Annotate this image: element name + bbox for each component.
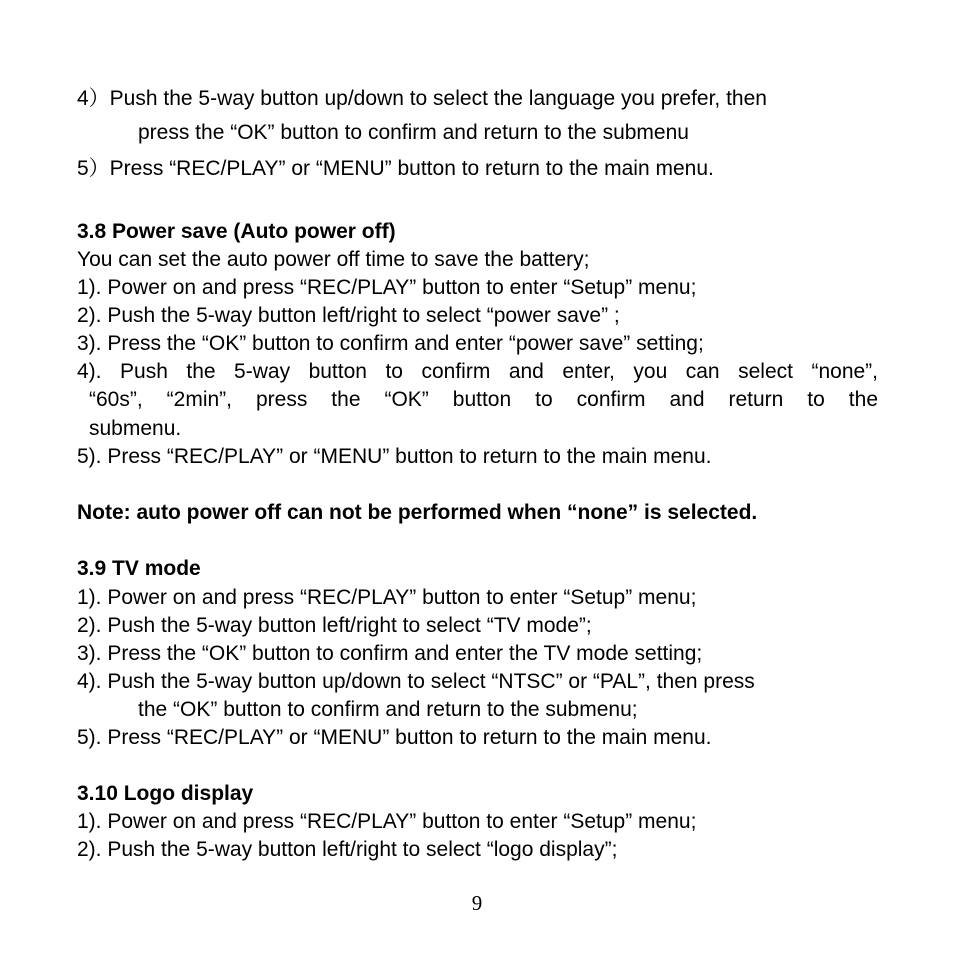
section-3-9-step-4-line-2: the “OK” button to confirm and return to the submenu; xyxy=(138,698,638,721)
section-3-8-step-5: 5). Press “REC/PLAY” or “MENU” button to return to the main menu. xyxy=(77,445,712,468)
step-4-line-2: press the “OK” button to confirm and return to the submenu xyxy=(138,121,689,144)
page-number: 9 xyxy=(471,891,483,915)
section-3-8-intro: You can set the auto power off time to save the battery; xyxy=(77,248,590,271)
section-3-9-step-3: 3). Press the “OK” button to confirm and enter the TV mode setting; xyxy=(77,642,703,665)
section-3-8-step-4-line-3: submenu. xyxy=(89,417,182,440)
section-3-10-heading: 3.10 Logo display xyxy=(77,782,254,805)
section-3-10-step-2: 2). Push the 5-way button left/right to select “logo display”; xyxy=(77,838,618,861)
section-3-9-step-1: 1). Power on and press “REC/PLAY” button to enter “Setup” menu; xyxy=(77,586,697,609)
section-3-8-step-4-line-1: 4). Push the 5-way button to confirm and enter, you can select “none”, xyxy=(77,360,878,383)
section-3-8-step-3: 3). Press the “OK” button to confirm and enter “power save” setting; xyxy=(77,332,704,355)
section-3-9-step-4-line-1: 4). Push the 5-way button up/down to select “NTSC” or “PAL”, then press xyxy=(77,670,755,693)
section-3-10-step-1: 1). Power on and press “REC/PLAY” button to enter “Setup” menu; xyxy=(77,810,697,833)
step-4-line-1: 4）Push the 5-way button up/down to select the language you prefer, then xyxy=(77,87,767,110)
section-3-8-step-4-line-2: “60s”, “2min”, press the “OK” button to confirm and return to the xyxy=(89,388,878,411)
section-3-9-step-5: 5). Press “REC/PLAY” or “MENU” button to return to the main menu. xyxy=(77,726,712,749)
section-3-8-step-2: 2). Push the 5-way button left/right to select “power save” ; xyxy=(77,304,620,327)
step-5: 5）Press “REC/PLAY” or “MENU” button to return to the main menu. xyxy=(77,157,714,180)
note: Note: auto power off can not be performed when “none” is selected. xyxy=(77,501,758,524)
section-3-9-step-2: 2). Push the 5-way button left/right to select “TV mode”; xyxy=(77,614,592,637)
section-3-8-step-1: 1). Power on and press “REC/PLAY” button to enter “Setup” menu; xyxy=(77,276,697,299)
section-3-8-heading: 3.8 Power save (Auto power off) xyxy=(77,220,396,243)
section-3-9-heading: 3.9 TV mode xyxy=(77,557,201,580)
